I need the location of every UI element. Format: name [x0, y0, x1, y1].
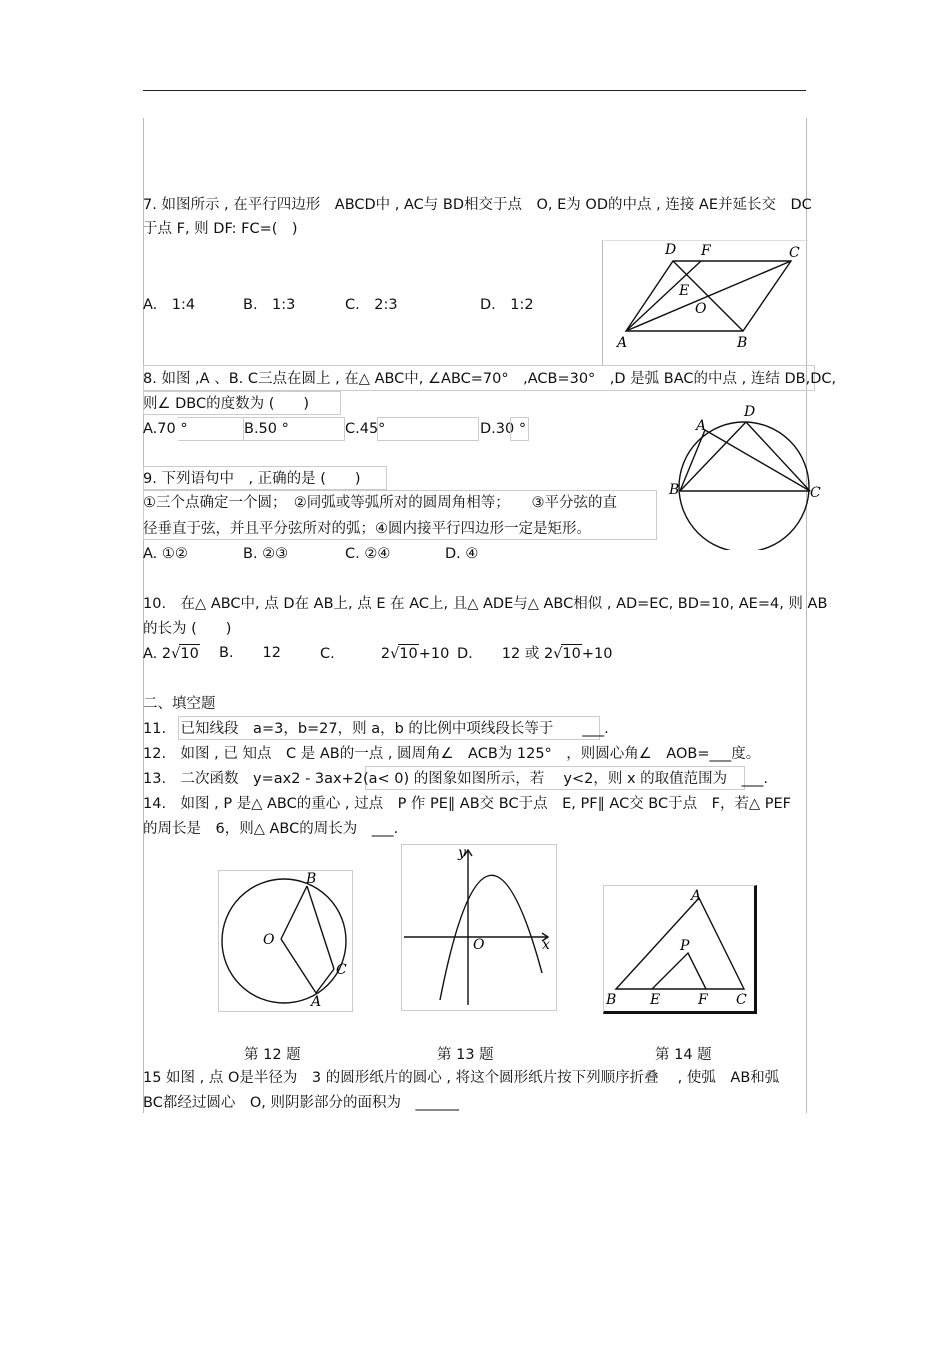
q14-line1: 14. 如图 , P 是△ ABC的重心 , 过点 P 作 PE∥ AB交 BC于点 E, PF∥ AC交 BC于点 F，若△ PEF	[143, 796, 791, 812]
q7-label-f: F	[701, 243, 711, 259]
q10-option-c-suffix: +10	[418, 646, 450, 662]
fig12-circle	[222, 879, 346, 1003]
fig13-label-x: x	[542, 937, 550, 953]
q7-parallelogram-figure	[602, 240, 808, 366]
fig12-circle-figure	[218, 870, 353, 1012]
q7-line1: 7. 如图所示 , 在平行四边形 ABCD中 , AC与 BD相交于点 O, E为 OD的中点 , 连接 AE并延长交 DC	[143, 197, 812, 213]
q10-option-c-coef: 2	[380, 646, 391, 662]
q7-label-e: E	[679, 283, 690, 299]
q10-option-d	[457, 644, 612, 663]
q8-circle-figure	[665, 400, 825, 550]
q10-option-d-radicand: 10	[562, 646, 581, 662]
q13-text: 13. 二次函数 y=ax2 - 3ax+2(a< 0) 的图象如图所示，若 y<2，则 x 的取值范围为 ___.	[143, 771, 769, 787]
sqrt-icon: √	[171, 646, 181, 662]
q7-label-a: A	[617, 335, 628, 351]
fig13-label-o: O	[473, 937, 485, 953]
q8-chord-ac	[705, 430, 810, 491]
q9-option-a: A. ①②	[143, 546, 188, 562]
q8-option-c: C.45°	[345, 421, 386, 437]
q8-option-c-box	[377, 417, 479, 441]
fig13-label-y: y	[458, 845, 466, 861]
q10-line2: 的长为 ( )	[143, 621, 232, 637]
q10-option-d-prefix: D. 12 或 2	[457, 646, 554, 662]
q8-circle	[679, 422, 809, 550]
fig12-label-c: C	[336, 962, 347, 978]
q8-line1: 8. 如图 ,A 、B. C三点在圆上 , 在△ ABC中, ∠ABC=70° ,ACB=30° ,D 是弧 BAC的中点 , 连结 DB,DC,	[143, 371, 837, 387]
q8-option-a-box	[178, 417, 244, 441]
q11-text: 11. 已知线段 a=3，b=27，则 a，b 的比例中项线段长等于 ___.	[143, 721, 609, 737]
fig14-label-e: E	[650, 992, 661, 1008]
fig12-radius-ob	[281, 886, 307, 939]
q9-option-c: C. ②④	[345, 546, 391, 562]
q12-text: 12. 如图 , 已 知点 C 是 AB的一点 , 圆周角∠ ACB为 125° ，则圆心角∠ AOB=___度。	[143, 746, 761, 762]
q9-option-b: B. ②③	[243, 546, 289, 562]
q7-option-a: A. 1:4	[143, 297, 196, 313]
fig14-label-f: F	[698, 992, 708, 1008]
page-border-left	[143, 118, 144, 1113]
fig13-caption: 第 13 题	[437, 1047, 494, 1063]
q8-line2: 则∠ DBC的度数为 ( )	[143, 396, 310, 412]
fig13-parabola-figure	[401, 844, 557, 1011]
q8-label-a: A	[696, 418, 707, 434]
fig12-radius-oa	[281, 939, 316, 993]
q7-label-b: B	[737, 335, 748, 351]
q10-line1: 10. 在△ ABC中, 点 D在 AB上, 点 E 在 AC上, 且△ ADE与△ ABC相似 , AD=EC, BD=10, AE=4, 则 AB	[143, 596, 828, 612]
fig12-caption: 第 12 题	[244, 1047, 301, 1063]
sqrt-icon: √	[390, 646, 400, 662]
q10-option-c-prefix: C.	[320, 646, 335, 662]
q7-label-c: C	[789, 245, 800, 261]
fig14-caption: 第 14 题	[655, 1047, 712, 1063]
fig12-label-a: A	[311, 994, 322, 1010]
fig14-label-a: A	[691, 888, 702, 904]
q8-option-b: B.50 °	[244, 421, 289, 437]
q8-chord-bd	[680, 422, 746, 491]
q7-label-o: O	[695, 301, 707, 317]
q9-line3: 径垂直于弦，并且平分弦所对的弧；④圆内接平行四边形一定是矩形。	[143, 521, 591, 537]
q10-option-a-prefix: A. 2	[143, 646, 172, 662]
q8-label-d: D	[744, 404, 756, 420]
fig14-label-b: B	[606, 992, 617, 1008]
fig14-label-p: P	[680, 938, 690, 954]
q8-label-c: C	[810, 485, 821, 501]
q8-label-b: B	[669, 482, 680, 498]
q7-label-d: D	[665, 242, 677, 258]
q14-line2: 的周长是 6，则△ ABC的周长为 ___.	[143, 821, 399, 837]
q9-line2: ①三个点确定一个圆； ②同弧或等弧所对的圆周角相等； ③平分弦的直	[143, 495, 617, 511]
q7-option-d: D. 1:2	[480, 297, 534, 313]
q8-option-d: D.30 °	[480, 421, 527, 437]
fig14-triangle-figure	[603, 885, 757, 1014]
fig12-label-o: O	[263, 932, 275, 948]
fig14-label-c: C	[736, 992, 747, 1008]
section-heading-fill-in: 二、填空题	[143, 696, 216, 712]
fig14-triangle-pef	[652, 953, 706, 989]
q9-option-d: D. ④	[445, 546, 479, 562]
q8-chord-ba	[680, 430, 705, 491]
q7-line2: 于点 F, 则 DF: FC=( )	[143, 221, 298, 237]
q10-option-c-radicand: 10	[399, 646, 418, 662]
q10-option-a	[143, 644, 200, 663]
q15-line2: BC都经过圆心 O, 则阴影部分的面积为 ______	[143, 1095, 459, 1111]
q10-option-c	[320, 644, 449, 663]
sqrt-icon: √	[553, 646, 563, 662]
fig12-label-b: B	[306, 871, 317, 887]
header-rule	[143, 90, 806, 91]
q10-option-a-radicand: 10	[180, 646, 199, 662]
q10-option-b: B. 12	[219, 645, 282, 661]
q7-option-b: B. 1:3	[243, 297, 296, 313]
q15-line1: 15 如图 , 点 O是半径为 3 的圆形纸片的圆心 , 将这个圆形纸片按下列顺序折叠 , 使弧 AB和弧	[143, 1070, 780, 1086]
q9-line1: 9. 下列语句中 , 正确的是 ( )	[143, 471, 361, 487]
q10-option-d-suffix: +10	[581, 646, 613, 662]
q8-option-a: A.70 °	[143, 421, 188, 437]
q8-option-d-box	[510, 417, 529, 441]
q7-line-af	[626, 261, 701, 331]
q8-option-b-box	[243, 417, 345, 441]
q7-option-c: C. 2:3	[345, 297, 398, 313]
